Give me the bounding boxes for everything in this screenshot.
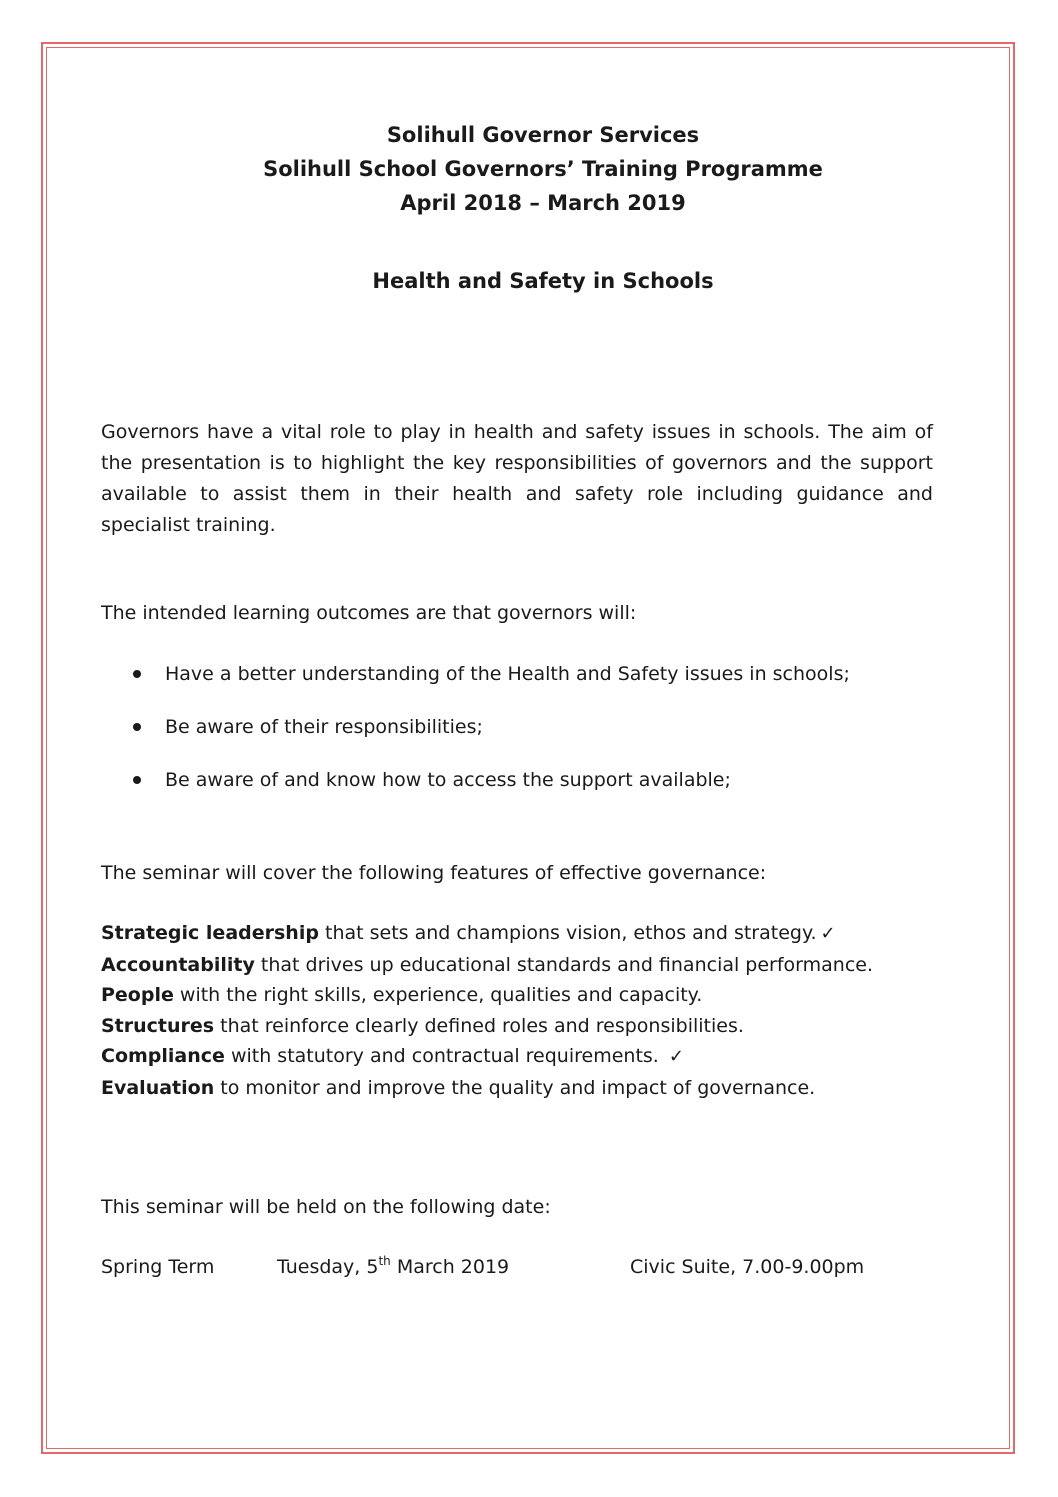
list-item [101,918,873,950]
list-item: Be aware of their responsibilities; [127,712,850,765]
feature-term: Strategic leadership [101,922,319,944]
feature-text: that reinforce clearly defined roles and responsibilities. [214,1014,744,1037]
list-item: Be aware of and know how to access the support available; [127,765,850,818]
list-item [101,1041,873,1073]
check-icon: ✓ [668,1046,684,1067]
outcomes-list [127,659,850,818]
feature-term: Structures [101,1014,215,1037]
bullet-icon [133,776,141,784]
check-icon: ✓ [820,923,836,944]
feature-term: People [101,984,174,1006]
header-organisation: Solihull Governor Services [386,123,700,147]
list-item [101,1073,873,1104]
header-period: April 2018 – March 2019 [400,191,686,215]
list-item [101,1011,873,1042]
session-lead: This seminar will be held on the following date: [101,1196,551,1218]
seminar-title: Health and Safety in Schools [372,269,714,293]
feature-text: that drives up educational standards and financial performance. [254,953,874,976]
outcomes-lead: The intended learning outcomes are that governors will: [101,602,637,624]
intro-paragraph: Governors have a vital role to play in health and safety issues in schools. The aim of the presentation is to highlight the key responsibilities of governors and the support available to assist them in their health and safety role including guidance and specialist training. [101,421,933,536]
list-item [101,980,873,1011]
bullet-icon [133,670,141,678]
feature-text: with statutory and contractual requirements. [224,1045,665,1067]
features-list [101,918,873,1103]
feature-text: to monitor and improve the quality and impact of governance. [214,1076,816,1099]
list-item: Have a better understanding of the Health and Safety issues in schools; [127,659,850,712]
feature-text: that sets and champions vision, ethos and strategy. [318,922,817,944]
feature-term: Accountability [101,953,255,976]
header-programme: Solihull School Governors’ Training Programme [263,157,823,181]
session-term: Spring Term [101,1256,215,1278]
session-date: Tuesday, 5th March 2019 [277,1254,510,1278]
features-lead: The seminar will cover the following features of effective governance: [101,862,767,884]
feature-term: Compliance [101,1045,225,1067]
bullet-icon [133,723,141,731]
session-venue: Civic Suite, 7.00-9.00pm [630,1256,865,1278]
document-header [0,118,1058,220]
feature-term: Evaluation [101,1076,215,1099]
feature-text: with the right skills, experience, qualities and capacity. [173,984,703,1006]
list-item [101,950,873,981]
